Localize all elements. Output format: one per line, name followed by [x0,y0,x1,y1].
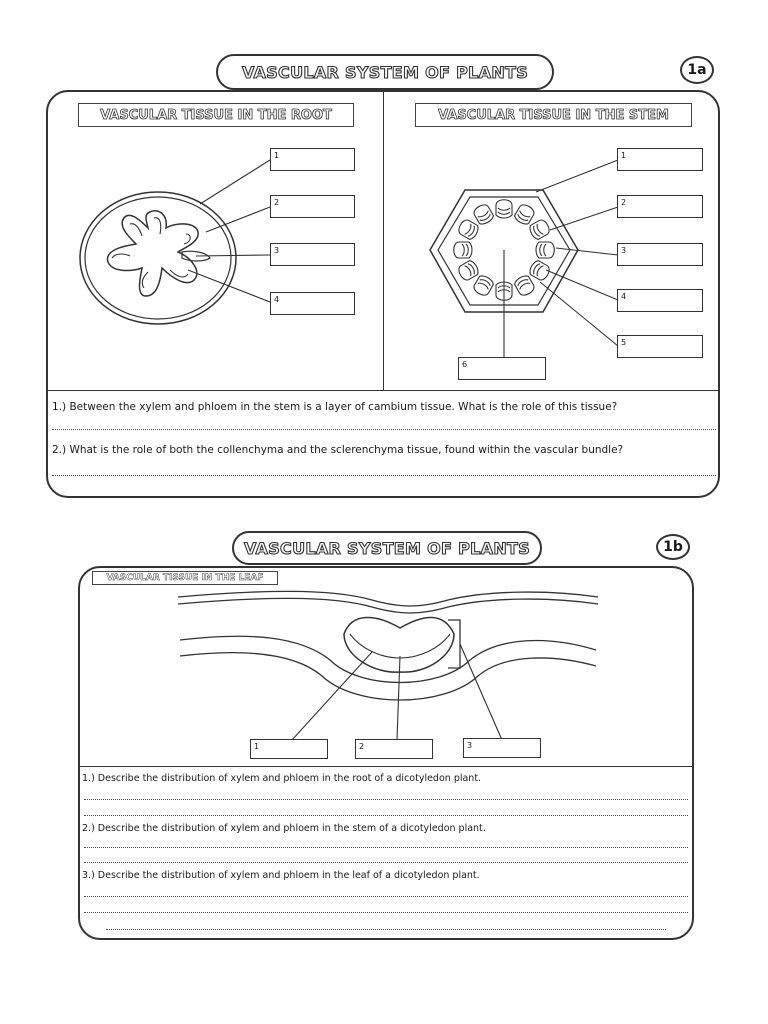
root-label-3[interactable]: 3 [270,243,355,266]
sheet-1a-badge: 1a [680,56,714,84]
root-label-2[interactable]: 2 [270,195,355,218]
answer-line[interactable] [84,862,688,863]
sheet-1a-question-2: 2.) What is the role of both the collenchyma and the sclerenchyma tissue, found within the vascular bundle? [52,444,624,456]
stem-label-1[interactable]: 1 [617,148,703,171]
sheet-1b-question-2: 2.) Describe the distribution of xylem and phloem in the stem of a dicotyledon plant. [82,823,486,834]
answer-line[interactable] [84,896,688,897]
sheet-1a-question-1: 1.) Between the xylem and phloem in the stem is a layer of cambium tissue. What is the role of this tissue? [52,401,618,413]
root-panel-title: VASCULAR TISSUE IN THE ROOT [78,103,354,127]
leaf-panel-title: VASCULAR TISSUE IN THE LEAF [92,571,278,585]
answer-line[interactable] [84,847,688,848]
root-label-1[interactable]: 1 [270,148,355,171]
stem-label-2[interactable]: 2 [617,195,703,218]
answer-line[interactable] [84,815,688,816]
sheet-1b-question-1: 1.) Describe the distribution of xylem and phloem in the root of a dicotyledon plant. [82,773,482,784]
stem-panel-title: VASCULAR TISSUE IN THE STEM [415,103,692,127]
leaf-label-2[interactable]: 2 [355,739,433,759]
stem-label-4[interactable]: 4 [617,289,703,312]
sheet-1b-title-text: VASCULAR SYSTEM OF PLANTS [243,538,531,558]
sheet-1b-badge: 1b [656,534,690,560]
stem-label-6[interactable]: 6 [458,357,546,380]
stem-label-5[interactable]: 5 [617,335,703,358]
stem-label-3[interactable]: 3 [617,243,703,266]
sheet-1b-question-3: 3.) Describe the distribution of xylem and phloem in the leaf of a dicotyledon plant. [82,870,480,881]
sheet-1a-title-text: VASCULAR SYSTEM OF PLANTS [241,62,529,82]
leaf-label-1[interactable]: 1 [250,739,328,759]
answer-line[interactable] [84,912,688,913]
leaf-label-3[interactable]: 3 [463,738,541,758]
answer-line[interactable] [84,799,688,800]
answer-line[interactable] [106,929,666,930]
root-label-4[interactable]: 4 [270,292,355,315]
